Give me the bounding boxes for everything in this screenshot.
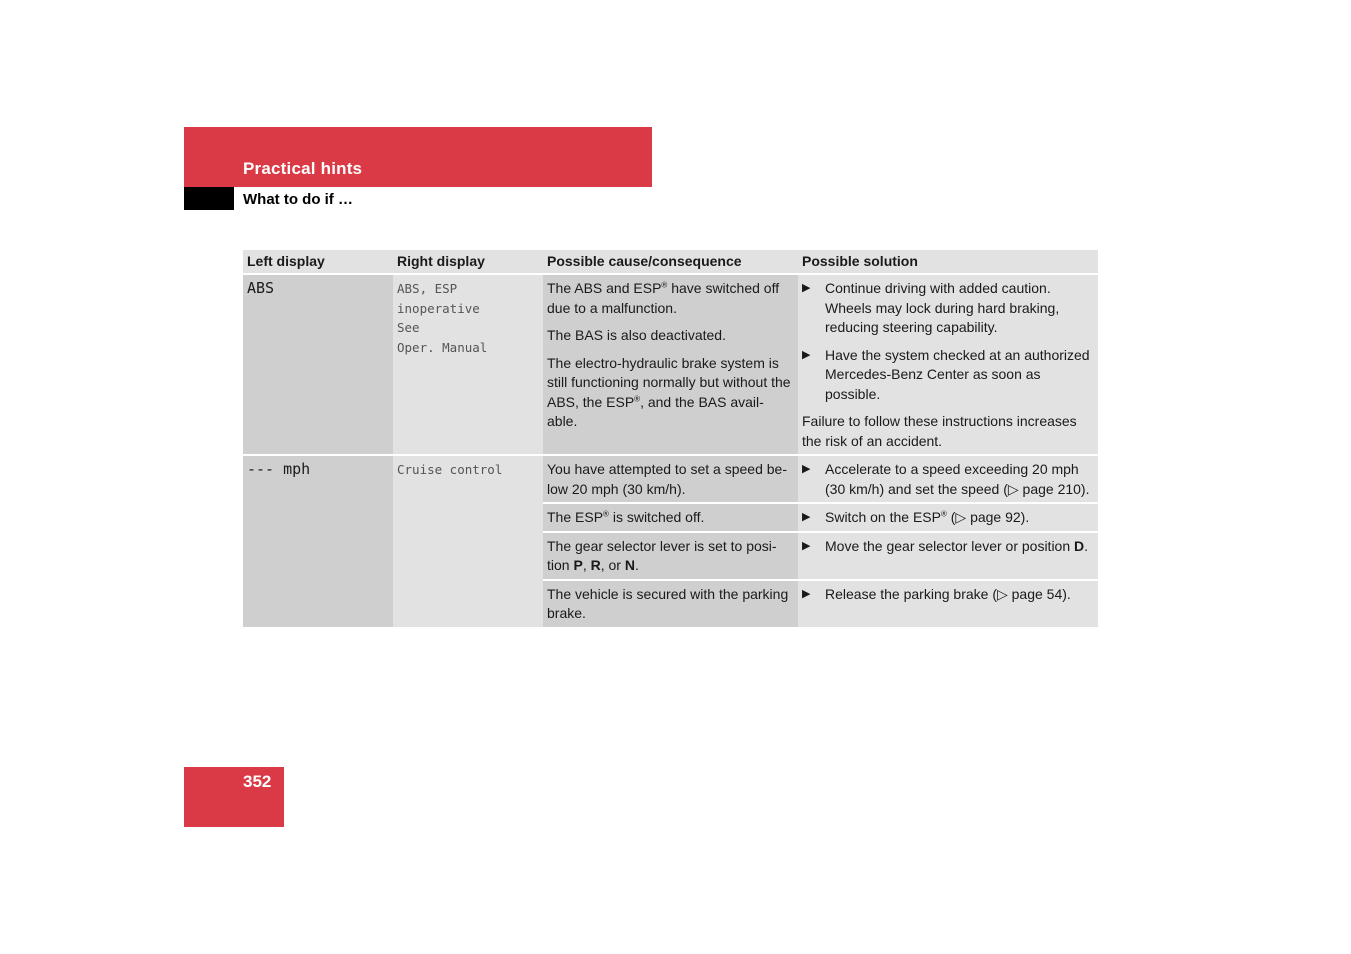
- bullet-arrow-icon: ▶: [802, 282, 811, 294]
- right-display-line: See: [397, 320, 420, 335]
- solution-bullet: [802, 460, 1094, 499]
- solution-text: (▷ page 92).: [946, 509, 1030, 525]
- solution-text: Accelerate to a speed exceeding 20 mph (30 km/h) and set the speed (▷ page 210).: [825, 461, 1090, 497]
- solution-esp-off: [798, 503, 1098, 532]
- solution-bullet: [802, 346, 1094, 405]
- cause-abs: [543, 274, 798, 455]
- warning-note: Failure to follow these instructions increases the risk of an accident.: [802, 413, 1077, 449]
- cause-parking-brake: The vehicle is secured with the parking brake.: [543, 580, 798, 628]
- solution-text: Switch on the ESP: [825, 509, 941, 525]
- bullet-arrow-icon: ▶: [802, 348, 811, 361]
- table-header-row: [243, 250, 1098, 274]
- cause-text: is switched off.: [608, 509, 705, 525]
- column-header-solution: Possible solution: [798, 250, 1098, 274]
- cause-text: ,: [582, 557, 591, 573]
- bullet-arrow-icon: ▶: [802, 511, 811, 523]
- solution-abs: [798, 274, 1098, 455]
- cause-text: The gear selector lever is set to posi-tion: [547, 537, 777, 573]
- registered-mark: ®: [634, 393, 641, 403]
- section-title: Practical hints: [243, 159, 363, 178]
- right-display-line: inoperative: [397, 300, 480, 316]
- header-black-tab: [184, 187, 234, 210]
- right-display-abs: [393, 274, 543, 455]
- solution-bullet: [802, 279, 1094, 338]
- right-display-mph: Cruise control: [393, 455, 543, 628]
- solution-text: Have the system checked at an authorized Mercedes-Benz Center as soon as possible.: [825, 346, 1090, 402]
- solution-text: Move the gear selector lever or position: [825, 537, 1075, 554]
- cause-paragraph: The BAS is also deactivated.: [547, 327, 726, 343]
- left-display-mph: --- mph: [243, 455, 393, 628]
- table-row-mph-1: [243, 455, 1098, 503]
- cause-speed-too-low: You have attempted to set a speed be-low 20 mph (30 km/h).: [543, 455, 798, 503]
- cause-text: The ESP: [547, 509, 604, 525]
- solution-text: Continue driving with added caution. Wheels may lock during hard braking, reducing steering capability.: [825, 280, 1060, 335]
- display-messages-table: [243, 250, 1098, 629]
- cause-text: The electro-hydraulic brake system is still functioning normally but without the ABS, the ESP: [547, 354, 791, 410]
- gear-r: R: [590, 557, 601, 573]
- solution-bullet: [802, 585, 1094, 605]
- cause-text: .: [634, 557, 639, 573]
- gear-n: N: [624, 557, 635, 573]
- registered-mark: ®: [603, 509, 609, 519]
- column-header-right-display: Right display: [393, 250, 543, 274]
- solution-parking-brake: [798, 580, 1098, 628]
- page-number: 352: [243, 772, 272, 791]
- solution-text: .: [1084, 537, 1089, 554]
- right-display-line: Oper. Manual: [397, 339, 488, 355]
- table-row-abs: [243, 274, 1098, 455]
- cause-paragraph: [547, 279, 794, 318]
- solution-speed-too-low: [798, 455, 1098, 503]
- cause-paragraph: [547, 354, 794, 432]
- registered-mark: ®: [661, 280, 668, 290]
- cause-text: The ABS and ESP: [547, 280, 662, 296]
- right-display-line: ABS, ESP: [397, 281, 458, 296]
- subsection-title: What to do if …: [243, 191, 353, 208]
- cause-text: , or: [600, 557, 625, 573]
- gear-d: D: [1074, 537, 1085, 554]
- left-display-abs: ABS: [243, 274, 393, 455]
- solution-bullet: [802, 508, 1094, 528]
- cause-gear-position: [543, 532, 798, 580]
- bullet-arrow-icon: ▶: [802, 463, 811, 475]
- cause-text: have switched off due to a malfunction.: [547, 280, 780, 316]
- cause-text: , and the BAS avail-able.: [547, 393, 764, 429]
- solution-text: Release the parking brake (▷ page 54).: [825, 585, 1071, 602]
- registered-mark: ®: [940, 509, 947, 519]
- cause-esp-off: [543, 503, 798, 532]
- gear-p: P: [573, 557, 583, 573]
- solution-bullet: [802, 537, 1094, 557]
- column-header-cause: Possible cause/consequence: [543, 250, 798, 274]
- column-header-left-display: Left display: [243, 250, 393, 274]
- bullet-arrow-icon: ▶: [802, 587, 811, 600]
- bullet-arrow-icon: ▶: [802, 539, 811, 552]
- solution-gear-position: [798, 532, 1098, 580]
